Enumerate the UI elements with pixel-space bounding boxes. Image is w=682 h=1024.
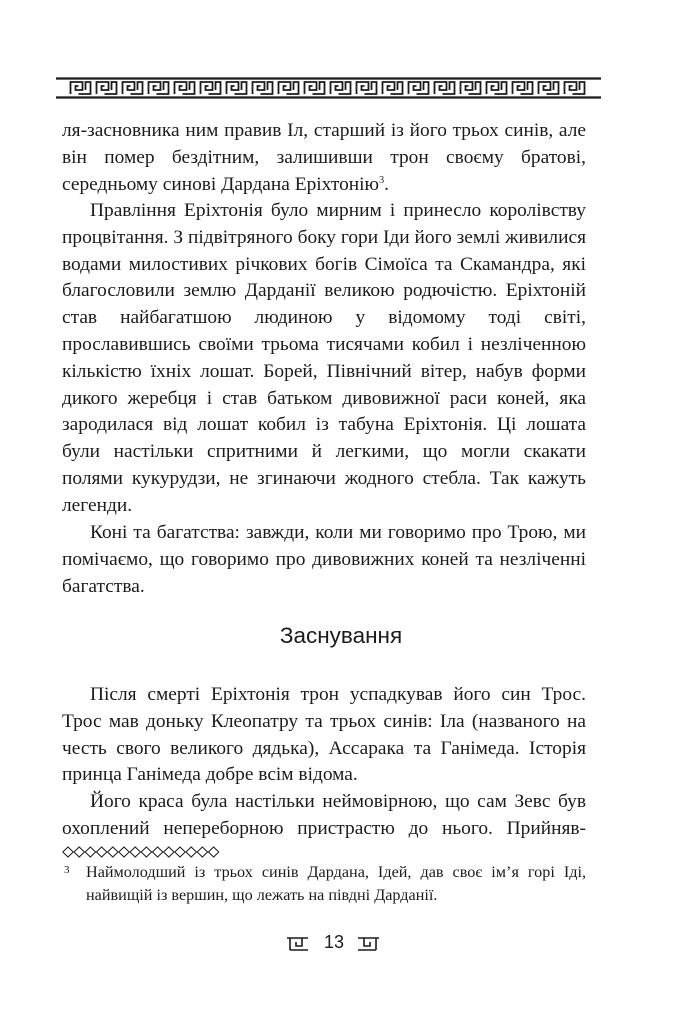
footnote-divider-ornament — [62, 846, 222, 858]
section-heading: Заснування — [279, 623, 403, 648]
paragraph-continuation: ля-засновника ним правив Іл, старший із його трьох синів, але він помер бездітним, залишивши трон своєму братові, середньому синові Дардана Еріхтонію$^3$. — [62, 120, 586, 195]
footnote-text: Наймолодший із трьох синів Дардана, Ідей, дав своє ім’я горі Іді, найвищій із вершин, що лежать на півдні Дарданії. — [86, 863, 586, 904]
page-number-folio — [286, 931, 396, 957]
footnote-reference: 3 — [379, 174, 385, 186]
greek-key-border-icon — [55, 77, 602, 99]
header-meander-ornament — [55, 77, 602, 99]
paragraph-ganymede: Його краса була настільки неймовірною, що сам Зевс був охоплений непереборною пристрастю до нього. Прийняв- — [62, 791, 586, 839]
diamond-chain-icon — [62, 846, 222, 858]
paragraph-horses-and-wealth: Коні та багатства: завжди, коли ми говоримо про Трою, ми помічаємо, що говоримо про дивовижних коней та незліченні багатства. — [62, 522, 586, 597]
paragraph-tros-succession: Після смерті Еріхтонія трон успадкував його син Трос. Трос мав доньку Клеопатру та трьох синів: Іла (названого на честь свого великого дядька), Ассарака та Ганімеда. Історія принца Ганімеда добре всім відома. — [62, 684, 586, 786]
right-greek-key-bracket-icon — [356, 934, 380, 952]
footnote — [62, 861, 586, 907]
left-greek-key-bracket-icon — [286, 934, 310, 952]
page-number: 13 — [323, 932, 345, 952]
footnote-mark: 3 — [64, 864, 70, 876]
paragraph-erichthonius-reign: Правління Еріхтонія було мирним і принесло королівству процвітання. З підвітряного боку гори Іди його землі живилися водами милостивих річкових богів Сімоїса та Скамандра, які благословили землю Дарданії великою родючістю. Еріхтоній став найбагатшою людиною у відомому тоді світі, прославившись своїми трьома тисячами кобил і незліченною кількістю їхніх лошат. Борей, Північний вітер, набув форми дикого жеребця і став батьком дивовижної раси коней, яка зародилася від лошат кобил із табуна Еріхтонія. Ці лошата були настільки спритними й легкими, що могли скакати полями кукурудзи, не згинаючи жодного стебла. Так кажуть легенди. — [62, 200, 586, 516]
